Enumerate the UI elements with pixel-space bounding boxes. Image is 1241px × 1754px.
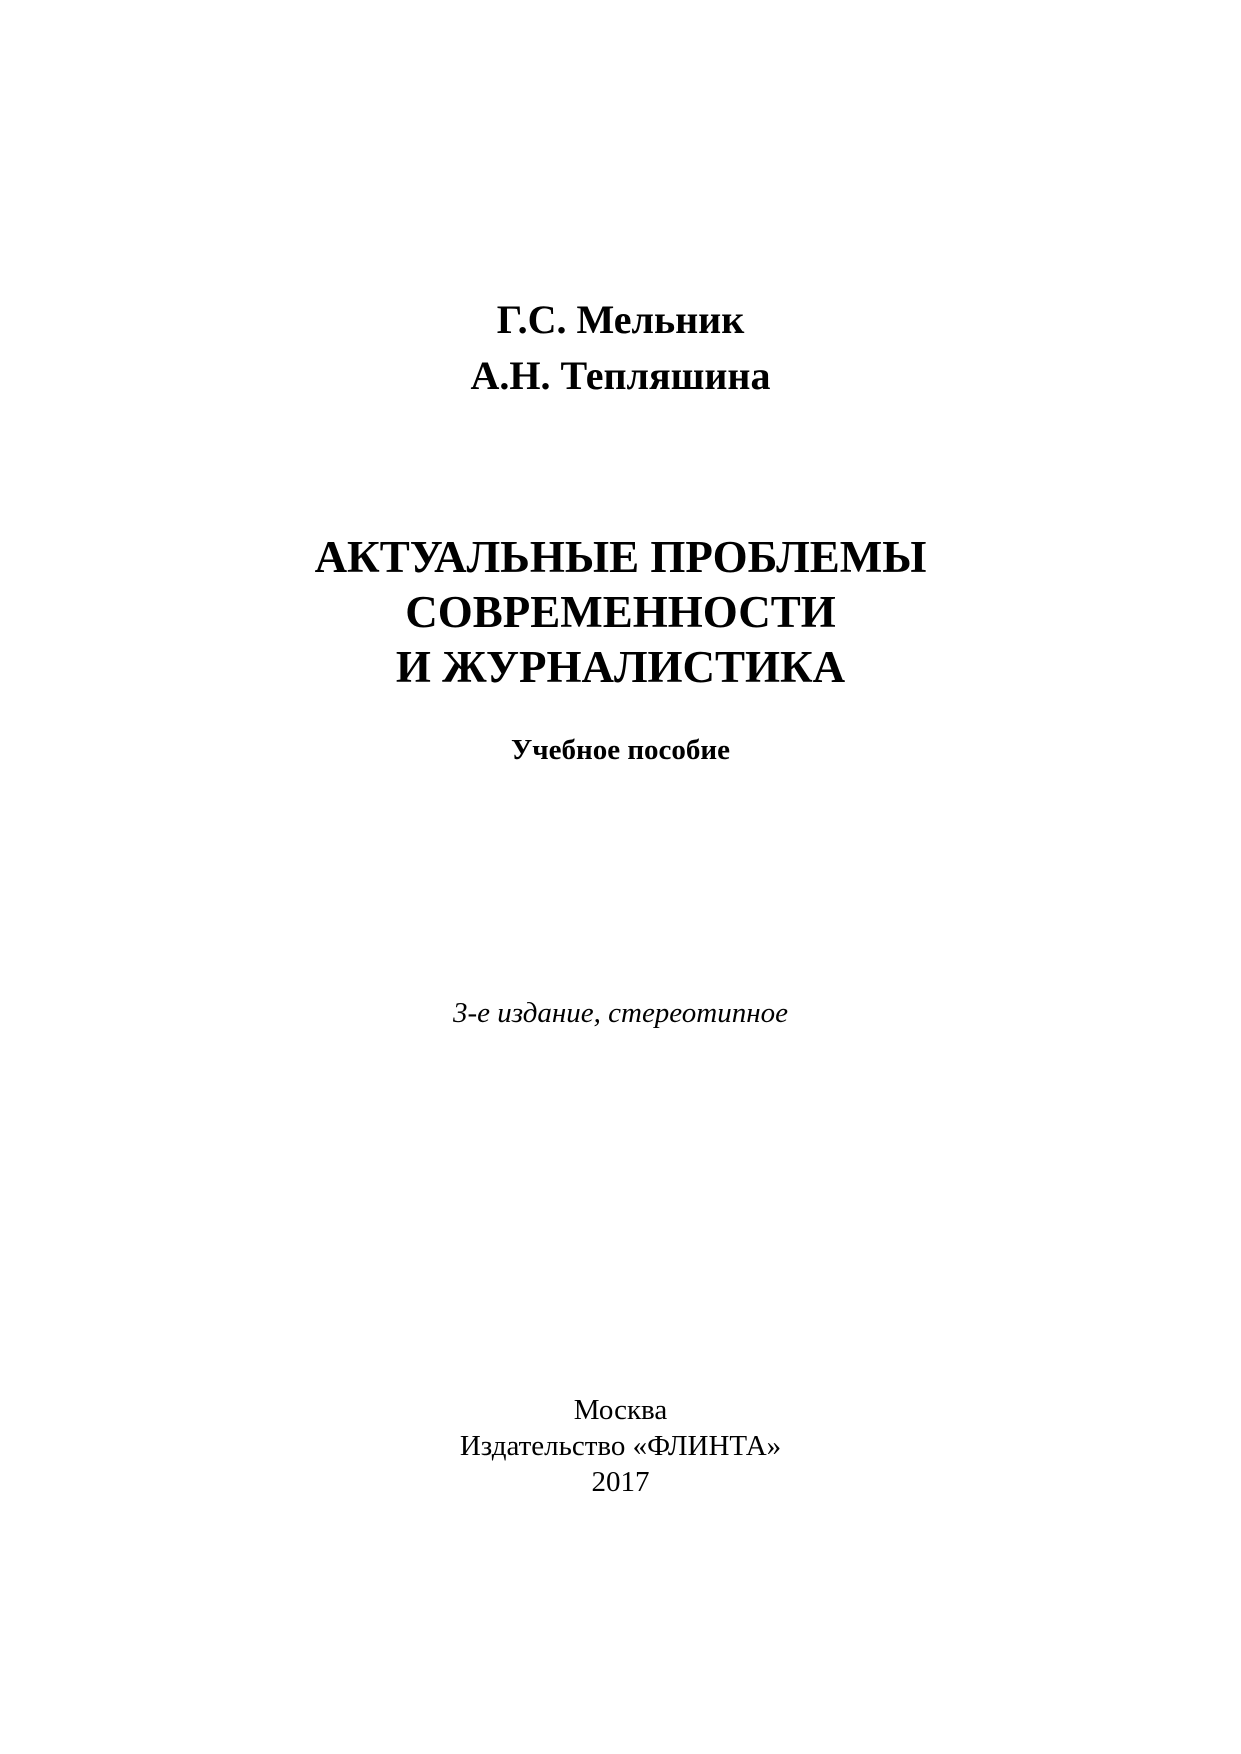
book-title-line: И ЖУРНАЛИСТИКА xyxy=(395,642,846,692)
edition-note-text: 3-е издание, стереотипное xyxy=(452,997,788,1029)
book-subtitle xyxy=(0,730,1241,770)
book-title xyxy=(0,530,1241,695)
authors xyxy=(0,292,1241,404)
author-name: Г.С. Мельник xyxy=(496,297,745,342)
imprint xyxy=(0,1392,1241,1500)
imprint-city: Москва xyxy=(573,1394,668,1426)
imprint-year: 2017 xyxy=(591,1466,650,1498)
author-name: А.Н. Тепляшина xyxy=(470,353,771,398)
book-subtitle-text: Учебное пособие xyxy=(510,734,730,766)
edition-note xyxy=(0,993,1241,1033)
book-title-line: АКТУАЛЬНЫЕ ПРОБЛЕМЫ xyxy=(314,532,927,582)
imprint-publisher: Издательство «ФЛИНТА» xyxy=(459,1430,782,1462)
book-title-line: СОВРЕМЕННОСТИ xyxy=(405,587,836,637)
